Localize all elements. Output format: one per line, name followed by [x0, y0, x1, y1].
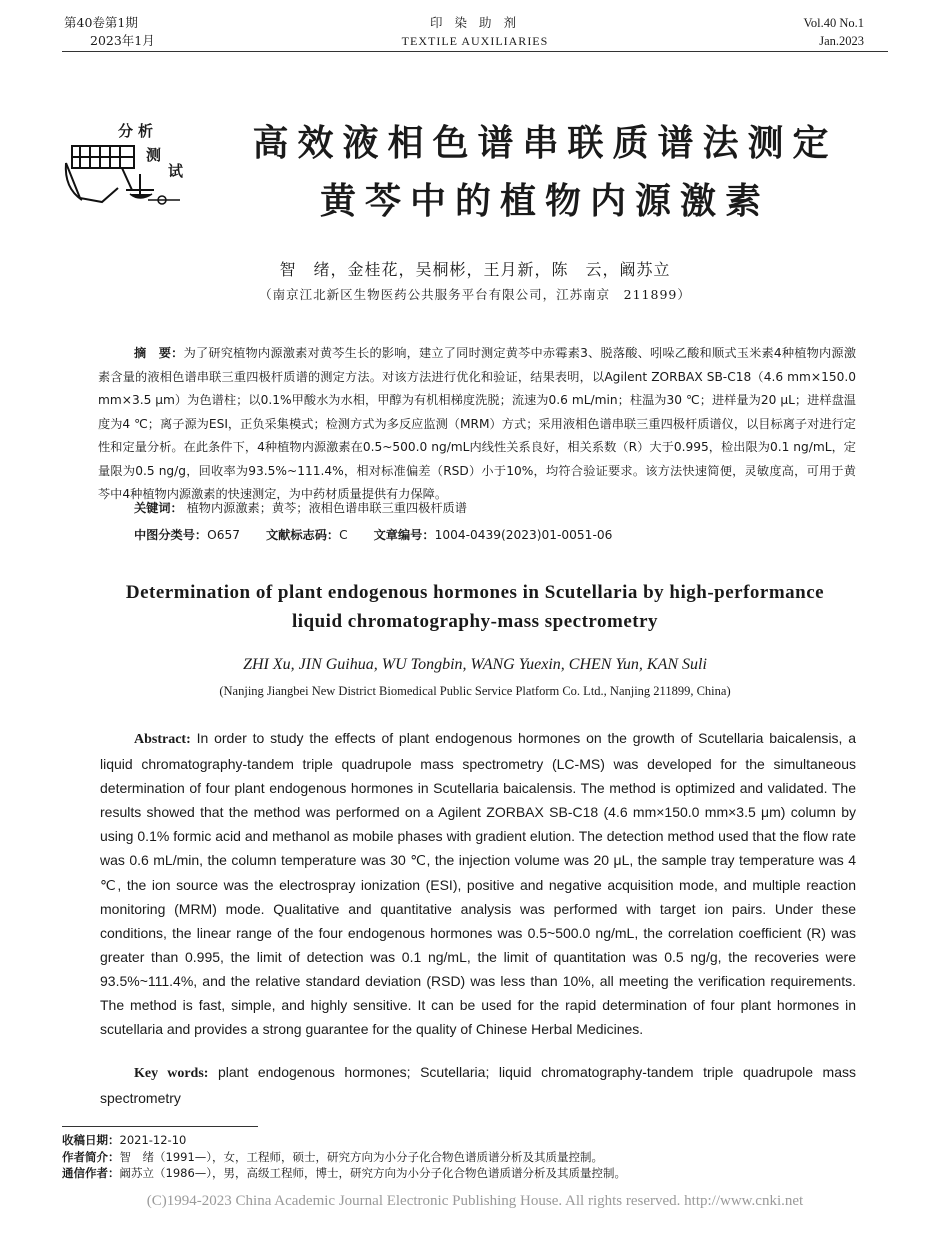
- title-cn-line1: 高效液相色谱串联质谱法测定: [252, 122, 838, 164]
- doc-code-label: 文献标志码：: [265, 528, 340, 542]
- title-en: Determination of plant endogenous hormones in Scutellaria by high-performance liquid chromatography-mass spectrometry: [125, 582, 825, 632]
- abstract-cn: [98, 342, 856, 507]
- abstract-en-text: In order to study the effects of plant endogenous hormones on the growth of Scutellaria baicalensis, a liquid chromatography-tandem triple quadrupole mass spectrometry (LC-MS) was developed for the simultaneous determination of four plant endogenous hormones in Scutellaria baicalensis. The method is optimized and validated. The results showed that the method was performed on a Agilent ZORBAX SB-C18 (4.6 mm×150.0 mm×3.5 μm) column by using 0.1% formic acid and methanol as mobile phases with gradient elution. The detection method used that the flow rate was 0.6 mL/min, the column temperature was 30 ℃, the injection volume was 20 μL, the sample tray temperature was 4 ℃, the ion source was the electrospray ionization (ESI), positive and negative acquisition mode, and multiple reaction monitoring (MRM) mode. Qualitative and quantitative analysis was performed with target ion pairs. Under these conditions, the linear range of the four endogenous hormones was 0.5~500.0 ng/mL, the correlation coefficient (R) was greater than 0.995, the limit of detection was 0.1 ng/mL, the limit of quantitation was 0.5 ng/g, the recoveries were 93.5%~111.4%, and the relative standard deviation (RSD) was less than 10%, all meeting the verification requirements. The method is fast, simple, and highly sensitive. It can be used for the rapid determination of four plant hormones in scutellaria and provides a strong guarantee for the quality of Chinese Herbal Medicines.: [100, 730, 857, 1038]
- abstract-en: [100, 726, 856, 1041]
- volume-issue-cn: 第40卷第1期: [64, 15, 138, 30]
- keywords-cn-label: 关键词：: [134, 501, 183, 515]
- journal-name-en: TEXTILE AUXILIARIES: [401, 34, 549, 48]
- authors-en: ZHI Xu, JIN Guihua, WU Tongbin, WANG Yuexin, CHEN Yun, KAN Suli: [243, 656, 707, 673]
- corresponding-author: [62, 1165, 888, 1182]
- keywords-cn: [134, 497, 874, 519]
- logo-text-test: 试: [168, 162, 184, 180]
- keywords-en-text: plant endogenous hormones; Scutellaria; liquid chromatography-tandem triple quadrupole mass spectrometry: [100, 1064, 856, 1106]
- author-bio-value: 智 绪（1991—），女，工程师，硕士，研究方向为小分子化合物色谱质谱分析及其质量控制。: [119, 1149, 604, 1164]
- abstract-cn-text: 为了研究植物内源激素对黄芩生长的影响，建立了同时测定黄芩中赤霉素3、脱落酸、吲哚乙酸和顺式玉米素4种植物内源激素含量的液相色谱串联三重四极杆质谱的测定方法。对该方法进行优化和验证，结果表明，以Agilent ZORBAX SB-C18（4.6 mm×150.0 mm×3.5 μm）为色谱柱；以0.1%甲酸水为水相，甲醇为有机相梯度洗脱；流速为0.6 mL/min；柱温为30 ℃；进样量为20 μL；进样盘温度为4 ℃；离子源为ESI，正负采集模式；检测方式为多反应监测（MRM）方式；采用液相色谱串联三重四极杆质谱仪，以目标离子对进行定性和定量分析。在此条件下，4种植物内源激素在0.5~500.0 ng/mL内线性关系良好，相关系数（R）大于0.995，检出限为0.1 ng/mL，定量限为0.5 ng/g，回收率为93.5%~111.4%，相对标准偏差（RSD）小于10%，均符合验证要求。该方法快速简便，灵敏度高，可用于黄芩中4种植物内源激素的快速测定，为中药材质量提供有力保障。: [98, 346, 857, 501]
- volume-issue-en: Vol.40 No.1: [803, 16, 864, 30]
- article-number-label: 文章编号：: [373, 528, 435, 542]
- date-cn: 2023年1月: [90, 33, 155, 48]
- received-date: [62, 1132, 888, 1149]
- header-divider: [62, 51, 888, 52]
- header-volume-en: [803, 14, 864, 50]
- footnote-divider: [62, 1126, 258, 1127]
- keywords-cn-text: 植物内源激素；黄芩；液相色谱串联三重四极杆质谱: [186, 501, 467, 515]
- analysis-testing-logo: [62, 118, 192, 214]
- abstract-cn-label: 摘 要：: [134, 346, 184, 360]
- corresponding-value: 阚苏立（1986—），男，高级工程师，博士，研究方向为小分子化合物色谱质谱分析及其质量控制。: [119, 1166, 627, 1180]
- classification-line: [134, 524, 874, 546]
- affiliation-cn: （南京江北新区生物医药公共服务平台有限公司，江苏南京 211899）: [259, 287, 691, 302]
- footnotes: [62, 1132, 888, 1182]
- affiliation-en: (Nanjing Jiangbei New District Biomedical Public Service Platform Co. Ltd., Nanjing 211899, China): [219, 684, 731, 698]
- author-bio-label: 作者简介：: [62, 1149, 120, 1164]
- title-cn-line2: 黄芩中的植物内源激素: [319, 180, 770, 222]
- clc-value: O657: [207, 528, 240, 542]
- date-en: Jan.2023: [819, 34, 864, 48]
- logo-text-measure: 测: [146, 146, 162, 164]
- journal-name-cn: 印 染 助 剂: [430, 15, 520, 30]
- received-value: 2021-12-10: [119, 1133, 187, 1147]
- clc-label: 中图分类号：: [134, 528, 208, 542]
- abstract-en-label: Abstract:: [134, 732, 191, 747]
- corresponding-label: 通信作者：: [62, 1166, 120, 1180]
- keywords-en-label: Key words:: [134, 1066, 209, 1081]
- keywords-en: [100, 1060, 856, 1110]
- author-bio: [62, 1149, 888, 1166]
- logo-text-analysis: 分析: [118, 122, 159, 140]
- copyright-watermark: (C)1994-2023 China Academic Journal Electronic Publishing House. All rights reserved. http://www.cnki.net: [146, 1193, 804, 1209]
- doc-code-value: C: [339, 528, 348, 542]
- authors-cn: 智 绪，金桂花，吴桐彬，王月新，陈 云，阚苏立: [279, 260, 671, 279]
- article-number-value: 1004-0439(2023)01-0051-06: [434, 528, 613, 542]
- received-label: 收稿日期：: [62, 1133, 120, 1147]
